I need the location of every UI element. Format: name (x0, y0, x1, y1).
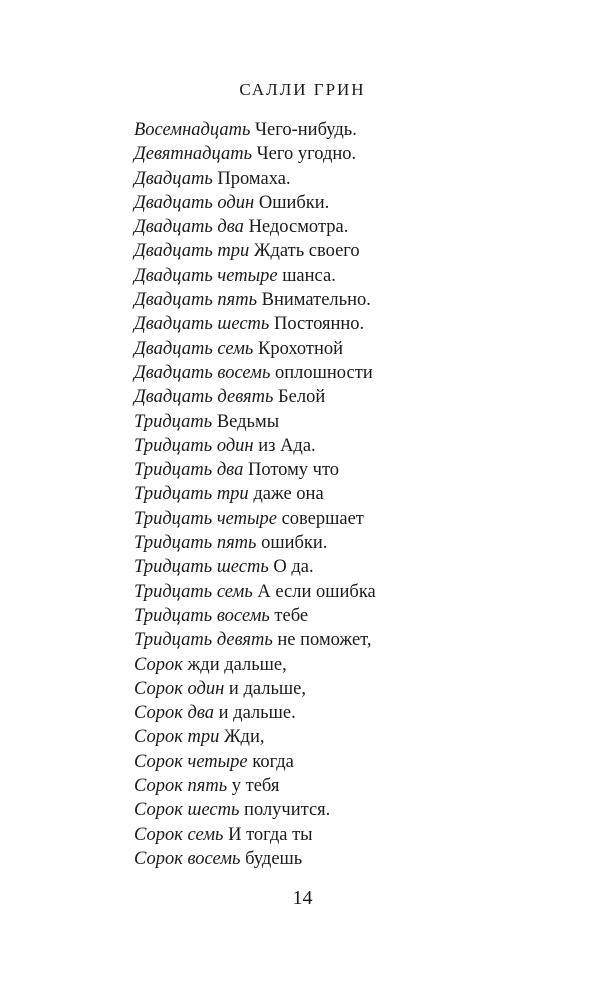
poem-line (134, 798, 534, 822)
poem-line (134, 604, 534, 628)
poem-line (134, 264, 534, 288)
poem-line (134, 677, 534, 701)
line-text: у тебя (231, 776, 280, 797)
line-text: ошибки. (261, 533, 328, 554)
line-count-word: Восемнадцать (134, 120, 251, 140)
line-count-word: Двадцать пять (134, 290, 258, 311)
poem-line (134, 774, 534, 798)
poem-line (134, 750, 534, 774)
line-count-word: Тридцать два (134, 460, 244, 481)
poem-line (134, 361, 534, 385)
poem-line (134, 167, 534, 191)
poem-line (134, 701, 534, 725)
line-count-word: Двадцать восемь (134, 362, 271, 383)
line-text: Чего-нибудь. (255, 120, 357, 140)
poem-line (134, 458, 534, 482)
line-text: Белой (278, 387, 326, 408)
line-count-word: Тридцать девять (134, 630, 273, 651)
line-count-word: Сорок (134, 654, 183, 675)
line-text: оплошности (275, 362, 373, 383)
line-text: А если ошибка (257, 581, 376, 602)
line-text: Жди, (223, 727, 265, 748)
line-count-word: Тридцать (134, 411, 213, 432)
line-text: Внимательно. (261, 290, 371, 311)
poem-body (134, 118, 534, 871)
line-count-word: Сорок восемь (134, 848, 241, 869)
poem-line (134, 191, 534, 215)
page-number: 14 (292, 887, 313, 909)
line-text: шанса. (282, 265, 336, 286)
line-count-word: Сорок два (134, 703, 215, 724)
line-count-word: Тридцать шесть (134, 557, 269, 578)
poem-line (134, 312, 534, 336)
poem-line (134, 580, 534, 604)
poem-line (134, 628, 534, 652)
line-text: будешь (245, 848, 303, 869)
poem-line (134, 385, 534, 409)
line-count-word: Тридцать один (134, 435, 254, 456)
line-text: Крохотной (257, 338, 344, 359)
line-text: Постоянно. (273, 314, 365, 335)
line-text: жди дальше, (187, 654, 287, 675)
line-text: из Ада. (258, 435, 316, 456)
poem-line (134, 239, 534, 263)
poem-line (134, 725, 534, 749)
line-text: Чего угодно. (256, 144, 357, 165)
poem-line (134, 434, 534, 458)
line-count-word: Сорок один (134, 678, 225, 699)
line-text: Недосмотра. (248, 217, 349, 238)
line-count-word: Тридцать семь (134, 581, 253, 602)
poem-line (134, 118, 534, 142)
poem-line (134, 555, 534, 579)
line-count-word: Двадцать один (134, 192, 255, 213)
line-text: тебе (274, 605, 309, 626)
poem-line (134, 507, 534, 531)
line-text: Ошибки. (258, 192, 330, 213)
poem-line (134, 482, 534, 506)
poem-line (134, 410, 534, 434)
line-text: когда (252, 751, 294, 772)
line-count-word: Сорок четыре (134, 751, 248, 772)
line-text: и дальше, (228, 678, 306, 699)
poem-line (134, 531, 534, 555)
line-count-word: Двадцать семь (134, 338, 254, 359)
line-text: Ждать своего (253, 241, 360, 262)
line-text: Потому что (247, 460, 340, 481)
line-count-word: Тридцать четыре (134, 508, 277, 529)
line-count-word: Сорок три (134, 727, 220, 748)
line-count-word: Тридцать три (134, 484, 249, 505)
line-count-word: Девятнадцать (134, 144, 253, 165)
line-count-word: Двадцать четыре (134, 265, 278, 286)
line-count-word: Двадцать (134, 168, 213, 189)
line-text: не поможет, (277, 630, 372, 651)
poem-line (134, 142, 534, 166)
line-text: О да. (273, 557, 314, 578)
line-count-word: Двадцать девять (134, 387, 274, 408)
line-count-word: Двадцать три (134, 241, 250, 262)
line-text: И тогда ты (228, 824, 313, 845)
poem-line (134, 337, 534, 361)
line-text: Промаха. (217, 168, 291, 189)
line-text: совершает (281, 508, 364, 529)
line-count-word: Двадцать шесть (134, 314, 270, 335)
line-text: получится. (244, 800, 331, 821)
poem-line (134, 215, 534, 239)
line-count-word: Сорок шесть (134, 800, 240, 821)
line-count-word: Сорок семь (134, 824, 224, 845)
running-head: САЛЛИ ГРИН (239, 80, 366, 99)
line-count-word: Двадцать два (134, 217, 244, 238)
line-count-word: Тридцать пять (134, 533, 257, 554)
line-text: и дальше. (218, 703, 296, 724)
line-text: даже она (253, 484, 324, 505)
poem-line (134, 847, 534, 871)
poem-line (134, 288, 534, 312)
poem-line (134, 823, 534, 847)
line-count-word: Сорок пять (134, 776, 228, 797)
poem-line (134, 653, 534, 677)
line-count-word: Тридцать восемь (134, 605, 270, 626)
line-text: Ведьмы (216, 411, 280, 432)
